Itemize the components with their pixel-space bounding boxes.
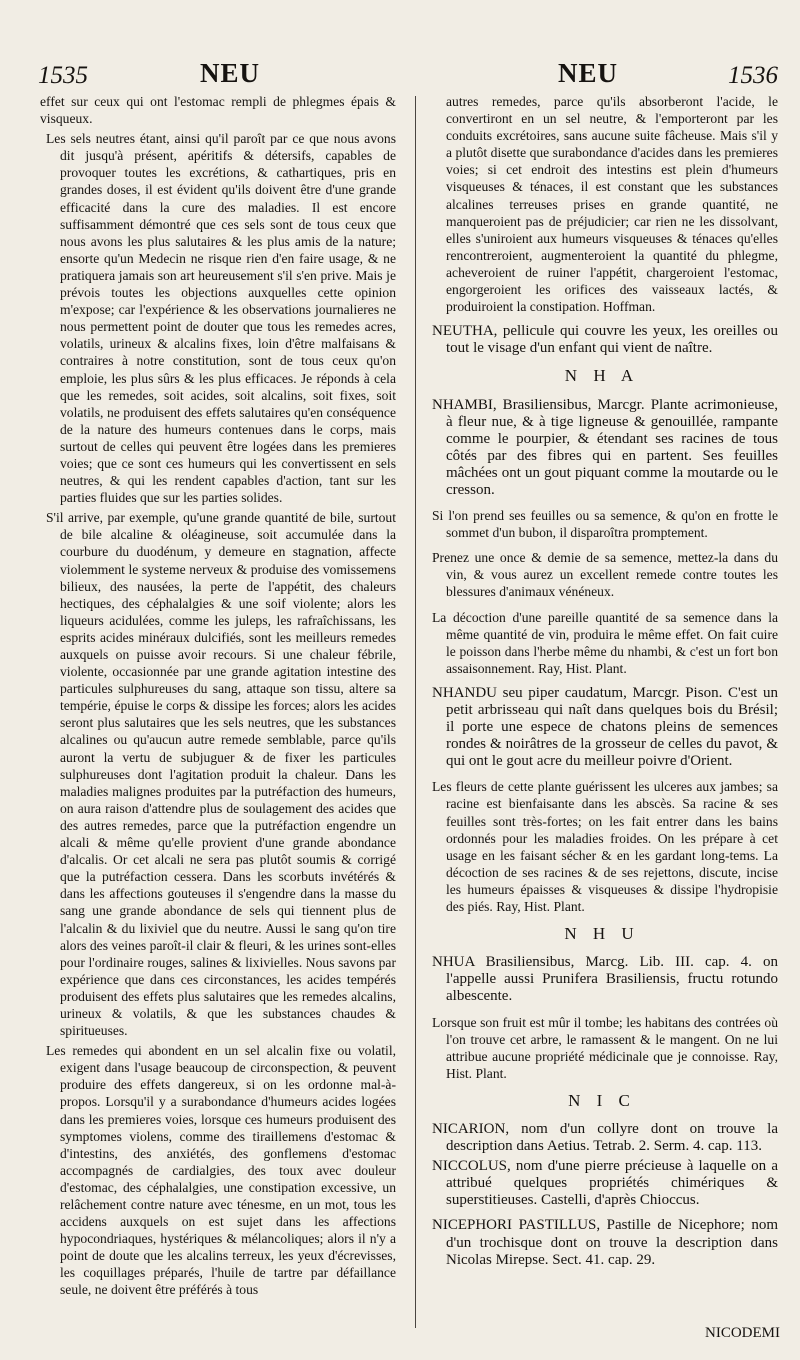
section-heading: N H A [564,366,640,386]
dictionary-entry: NHUA Brasiliensibus, Marcg. Lib. III. cap. 4. on l'appelle aussi Prunifera Brasiliensis, fructu rotundo albescente. [432,954,778,1005]
running-head-left: NEU [200,58,261,88]
page-number-right: 1536 [728,62,778,89]
column-rule [415,96,416,1328]
paragraph: Les remedes qui abondent en un sel alcalin fixe ou volatil, exigent dans l'usage beaucoup de circonspection, & peuvent produire des effets dangereux, si on les ordonne mal-à-propos. Lorsqu'il y a surabondance d'humeurs acides logées dans les premieres voies, lorsque ces humeurs produisent des symptomes violens, comme des tiraillemens d'estomac & d'intestins, des anxiétés, des gonflemens d'estomac accompagnés de cardialgies, des toux avec douleur d'estomac, des céphalalgies, une constipation excessive, un relâchement contre nature avec ténesme, en un mot, tous les accidens auxquels on est sujet dans les affections hypocondriaques, hystériques & mélancoliques; alors il n'y a point de doute que les alcalins terreux, les yeux d'écrevisses, les coquillages préparés, l'huile de tartre par défaillance seule, ne doivent être préférés à tous [46,1043,396,1298]
dictionary-entry: NHAMBI, Brasiliensibus, Marcgr. Plante acrimonieuse, à fleur nue, & à tige ligneuse & genouillée, rampante comme le pourpier, & étendant ses racines de tous côtés par des fibres qui en partent. Ses feuilles mâchées ont un gout piquant comme la moutarde ou le cresson. [432,396,778,498]
paragraph: Les sels neutres étant, ainsi qu'il paroît par ce que nous avons dit jusqu'à présent, apéritifs & détersifs, capables de provoquer toutes les excrétions, & cathartiques, pris en grandes doses, il est évident qu'ils doivent être d'une grande efficacité dans la cure des maladies. Il est encore suffisamment démontré que ces sels sont de tous ceux que nous avons les plus salutaires & les plus amis de la nature; ensorte qu'un Medecin ne risque rien d'en faire usage, & ne pratiquera jamais son art heureusement s'il s'en prive. Mais je prévois toutes les objections auxquelles cette opinion m'expose; car l'expérience & les observations journalieres ne nous permettent point de douter que tous les remedes acres, volatils, urineux & alcalins fixes, loin d'être malfaisans & contraires à notre constitution, sont de tous ceux qu'on emploie, les plus sûrs & les plus efficaces. Je réponds à cela que les remedes, soit acides, soit alcalins, soit fixes, soit volatils, ne produisent des effets salutaires qu'en conséquence de la nature des humeurs contenues dans le corps, mais surtout de celles qui peuvent être logées dans les premieres voies; que ce sont ces humeurs qui les convertissent en sels neutres, & qui les rendent capables d'action, tant sur les parties fluides que sur les parties solides. [46,131,396,506]
paragraph: autres remedes, parce qu'ils absorberont l'acide, le convertiront en un sel neutre, & l'emporteront par les conduits excrétoires, sans aucune suite fâcheuse. Mais s'il y a plutôt disette que surabondance d'acides dans les premieres voies; si cet endroit des intestins est plein d'humeurs visqueuses & ténaces, il est constant que les substances alcalines terreuses prises en grande quantité, ne manqueroient pas de préjudicier; car rien ne les dissolvant, elles s'uniroient aux humeurs visqueuses & ténaces qu'elles rencontreroient, augmenteroient la quantité du phlegme, acheveroient de ruiner l'appétit, chargeroient l'estomac, engorgeroient les orifices des vaisseaux lactés, & produiroient la constipation. Hoffman. [446,94,778,315]
dictionary-entry: NICCOLUS, nom d'une pierre précieuse à laquelle on a attribué quelques propriétés chimériques & superstitieuses. Castelli, d'après Chioccus. [432,1158,778,1209]
section-heading: N I C [568,1090,636,1110]
left-column [40,93,396,1302]
dictionary-entry: La décoction d'une pareille quantité de sa semence dans la même quantité de vin, produira le même effet. On fait cuire le poisson dans l'herbe même du nhambi, & c'est un fort bon assaisonnement. Ray, Hist. Plant. [432,609,778,676]
dictionary-entry: NICARION, nom d'un collyre dont on trouve la description dans Aetius. Tetrab. 2. Serm. 4. cap. 113. [432,1120,778,1155]
right-column [426,93,778,1272]
dictionary-entry: NHANDU seu piper caudatum, Marcgr. Pison. C'est un petit arbrisseau qui naît dans quelques bois du Brésil; il porte une espece de chatons pleins de semences rondes & noirâtres de la grosseur de celles du pavot, & qui ont le gout acre du meilleur poivre d'Orient. [432,684,778,770]
dictionary-entry: Si l'on prend ses feuilles ou sa semence, & qu'on en frotte le sommet d'un bubon, il disparoîtra promptement. [432,508,778,541]
section-heading: N H U [564,924,640,944]
paragraph: S'il arrive, par exemple, qu'une grande quantité de bile, surtout de bile alcaline & oléagineuse, soit accumulée dans la courbure du duodénum, y demeure en stagnation, affecte violemment le systeme nerveux & produise des vomissemens bilieux, des nausées, la perte de l'appétit, des chaleurs hectiques, des céphalalgies & une soif violente; alors les liqueurs acidulées, comme les juleps, les rafraîchissans, les esprits acides minéraux dulcifiés, sont les meilleurs remedes auxquels on puisse avoir recours. Si une chaleur fébrile, violente, occasionnée par une grande agitation intestine des particules sulphureuses du sang, attaque son tissu, altere sa tempérie, épuise le corps & dissipe les forces; alors les acides seront plus salutaires que les sels neutres, que les substances alcalines ou qu'aucun autre remede semblable, parce qu'ils auront la vertu de subjuguer & de fixer les particules sulphureuses dont l'agitation produit la chaleur. Dans les maladies malignes produites par la putréfaction des humeurs, on aura raison d'attendre plus de soulagement des acides que des autres remedes, parce que la putréfaction engendre un alcali & même qu'elle provient d'une grande abondance d'alcalis. Or cet alcali ne sera pas plutôt soumis & corrigé que la putréfaction cessera. Dans les scorbuts invétérés & dans les affections gouteuses il s'engendre dans la masse du sang une grande abondance de sels qui tiennent plus de l'alcalin & du lixiviel que du neutre. Aussi le sang qu'on tire alors des veines paroît-il clair & fleuri, & les urines sont-elles pour l'ordinaire rouges, salines & lixivielles. Nous savons par expérience que dans ces circonstances, les acides tempérés produisent des effets plus salutaires que les remedes alcalins, urineux & volatils, & que les substances chaudes & spiritueuses. [46,510,396,1039]
dictionary-entry: Lorsque son fruit est mûr il tombe; les habitans des contrées où l'on trouve cet arbre, le ramassent & le mangent. On ne lui attribue aucune propriété médicinale que je connoisse. Ray, Hist. Plant. [432,1014,778,1081]
catchword: NICODEMI [705,1325,780,1341]
page-number-left: 1535 [38,62,88,89]
dictionary-entry: NEUTHA, pellicule qui couvre les yeux, les oreilles ou tout le visage d'un enfant qui vient de naître. [432,323,778,357]
dictionary-entry: Prenez une once & demie de sa semence, mettez-la dans du vin, & vous aurez un excellent remede contre toutes les blessures d'animaux vénéneux. [432,550,778,600]
dictionary-entry: NICEPHORI PASTILLUS, Pastille de Nicephore; nom d'un trochisque dont on trouve la description dans Nicolas Mirepse. Sect. 41. cap. 29. [432,1217,778,1268]
paragraph: effet sur ceux qui ont l'estomac rempli de phlegmes épais & visqueux. [40,94,396,127]
dictionary-entry: Les fleurs de cette plante guérissent les ulceres aux jambes; sa racine est bienfaisante dans les abscès. Sa racine & ses feuilles sont très-fortes; on les fait entrer dans les bains ordonnés pour les maladies froides. On les prépare à cet usage en les faisant sécher & en les gardant long-tems. La décoction de ses racines & de ses rejettons, discute, incise les humeurs épaisses & visqueuses & dissipe l'hydropisie des piés. Ray, Hist. Plant. [432,779,778,915]
running-head-right: NEU [558,58,619,88]
